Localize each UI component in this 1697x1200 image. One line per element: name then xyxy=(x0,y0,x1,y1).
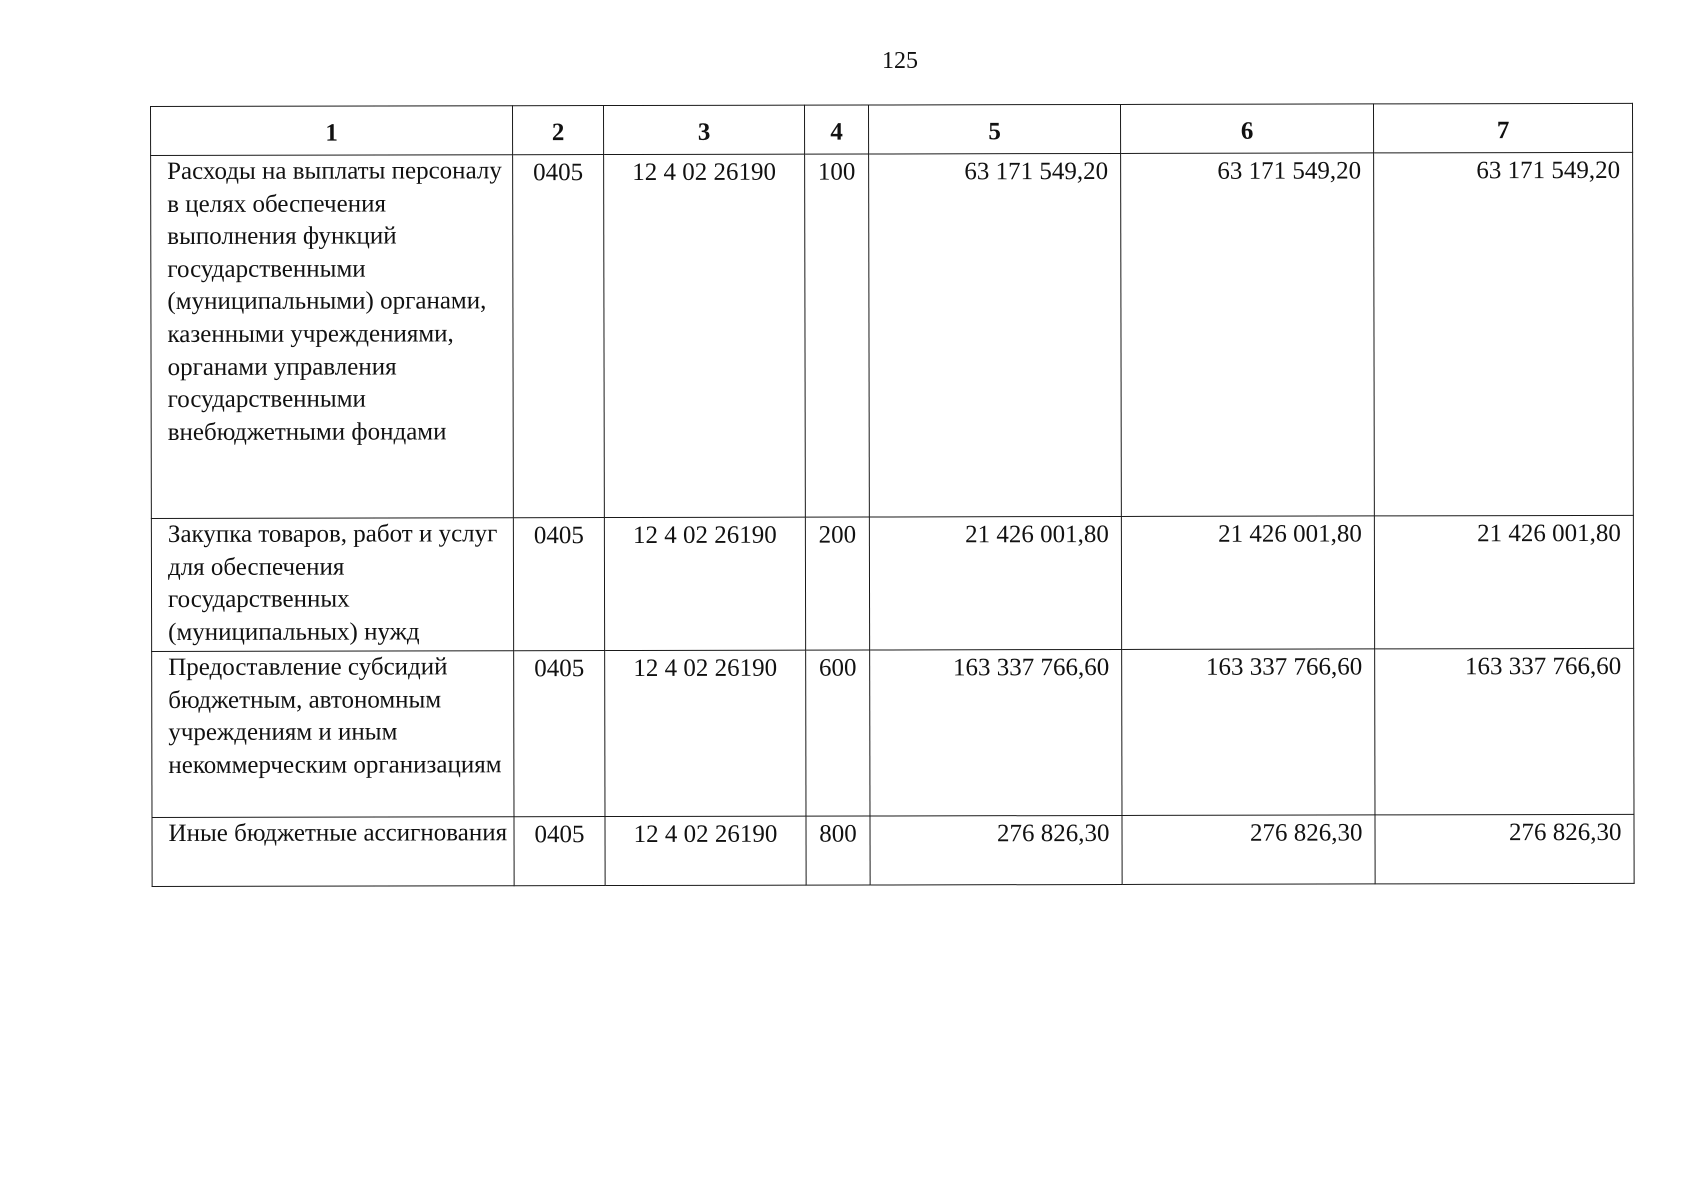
row-amount-col-6: 163 337 766,60 xyxy=(1122,649,1375,816)
row-description: Иные бюджетные ассигнования xyxy=(152,817,514,887)
row-amount-col-7: 21 426 001,80 xyxy=(1374,515,1633,649)
row-expense-type: 800 xyxy=(806,816,870,885)
row-amount-col-5: 63 171 549,20 xyxy=(869,153,1122,517)
header-col-5: 5 xyxy=(868,104,1120,154)
header-col-6: 6 xyxy=(1120,104,1373,154)
row-expense-type: 100 xyxy=(805,154,870,517)
table-row xyxy=(152,814,1634,886)
table-header-row xyxy=(151,103,1633,155)
row-target-code: 12 4 02 26190 xyxy=(605,650,806,816)
row-amount-col-5: 21 426 001,80 xyxy=(869,516,1121,650)
row-section-code: 0405 xyxy=(513,518,604,651)
row-section-code: 0405 xyxy=(513,155,605,518)
row-section-code: 0405 xyxy=(514,651,605,817)
row-expense-type: 200 xyxy=(805,517,869,650)
row-amount-col-7: 163 337 766,60 xyxy=(1375,648,1634,815)
row-amount-col-7: 276 826,30 xyxy=(1375,814,1634,884)
row-description: Предоставление субсидий бюджетным, автономным учреждениям и иным некоммерческим организациям xyxy=(152,651,514,818)
row-amount-col-6: 21 426 001,80 xyxy=(1121,516,1374,650)
budget-table-container xyxy=(150,103,1634,887)
header-col-4: 4 xyxy=(804,105,868,154)
row-section-code: 0405 xyxy=(514,817,605,886)
row-amount-col-6: 63 171 549,20 xyxy=(1121,153,1375,517)
row-amount-col-7: 63 171 549,20 xyxy=(1374,152,1634,516)
header-col-7: 7 xyxy=(1373,103,1632,153)
table-row xyxy=(151,515,1633,651)
header-col-2: 2 xyxy=(513,106,604,155)
page-number: 125 xyxy=(882,48,918,74)
budget-table xyxy=(150,103,1635,887)
header-col-3: 3 xyxy=(604,105,805,154)
row-description: Расходы на выплаты персоналу в целях обеспечения выполнения функций государственными (муниципальными) органами, казенными учреждениями, органами управления государственными внебюджетными фондами xyxy=(151,155,514,519)
row-amount-col-6: 276 826,30 xyxy=(1122,815,1375,885)
row-target-code: 12 4 02 26190 xyxy=(604,517,805,650)
row-expense-type: 600 xyxy=(806,650,870,816)
row-description: Закупка товаров, работ и услуг для обеспечения государственных (муниципальных) нужд xyxy=(151,518,513,652)
row-amount-col-5: 163 337 766,60 xyxy=(870,649,1122,816)
row-target-code: 12 4 02 26190 xyxy=(604,154,806,517)
header-col-1: 1 xyxy=(151,106,513,156)
table-row xyxy=(152,648,1634,817)
row-target-code: 12 4 02 26190 xyxy=(605,816,806,885)
row-amount-col-5: 276 826,30 xyxy=(870,815,1122,885)
table-row xyxy=(151,152,1634,518)
